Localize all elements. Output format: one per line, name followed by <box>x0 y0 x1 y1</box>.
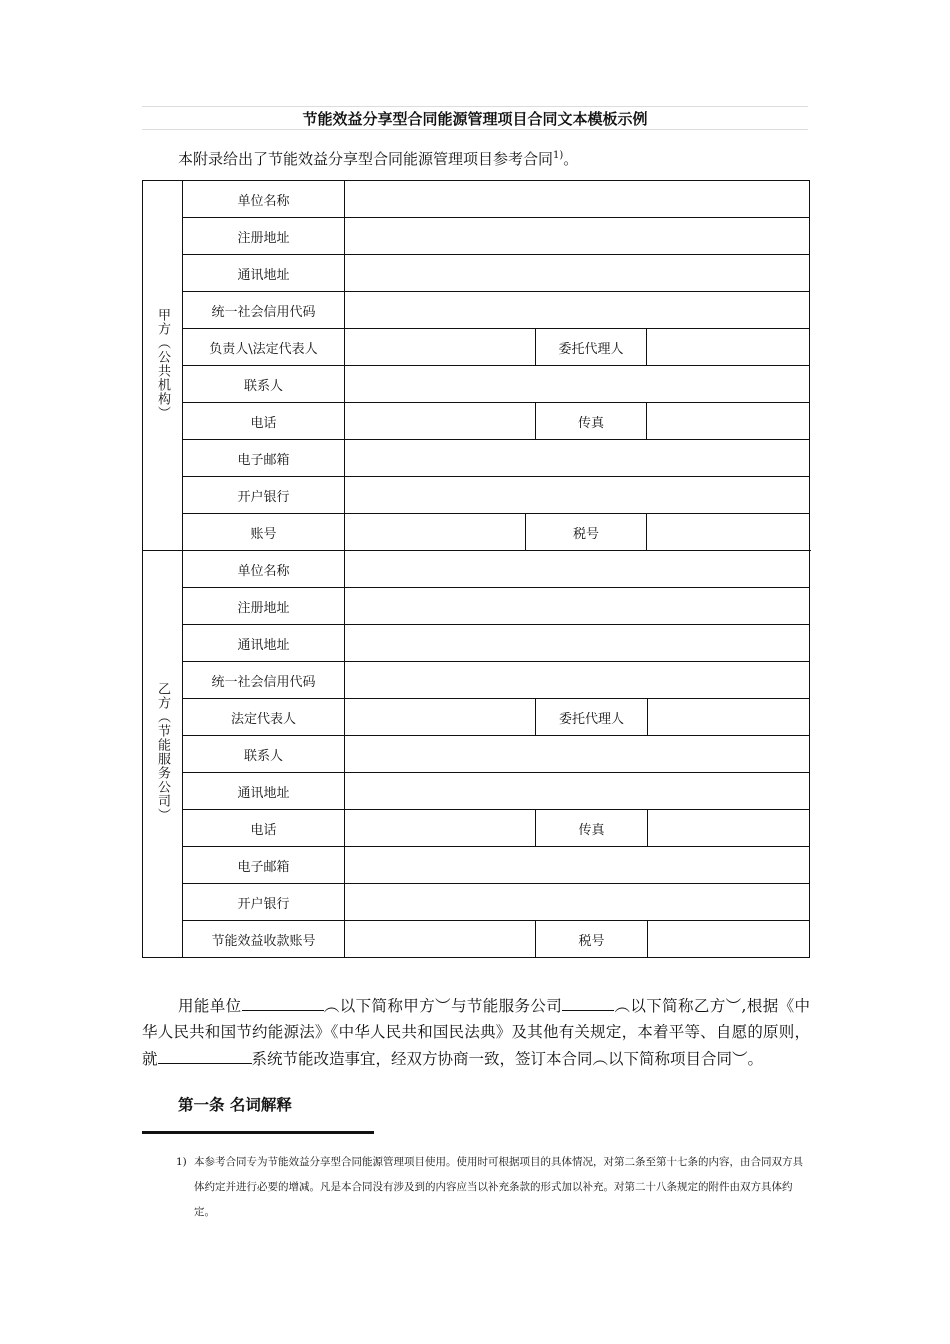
party-a-agent-field[interactable] <box>647 329 810 366</box>
party-a-tax-no-field[interactable] <box>647 514 810 551</box>
party-a-fax-label: 传真 <box>536 403 647 440</box>
intro-footnote-ref: 1) <box>553 150 564 161</box>
party-a-tax-no-label: 税号 <box>526 514 647 551</box>
party-a-agent-label: 委托代理人 <box>536 329 647 366</box>
system-blank[interactable] <box>158 1045 252 1064</box>
contract-preamble <box>142 992 810 1072</box>
party-b-reg-address-label: 注册地址 <box>183 588 345 625</box>
intro-sentence <box>178 144 578 171</box>
party-a-bank-field[interactable] <box>345 477 810 514</box>
party-b-fax-label: 传真 <box>536 810 648 847</box>
party-a-phone-label: 电话 <box>183 403 345 440</box>
document-title: 节能效益分享型合同能源管理项目合同文本模板示例 <box>142 106 808 130</box>
party-a-bank-label: 开户银行 <box>183 477 345 514</box>
party-b-unit-name-label: 单位名称 <box>183 551 345 588</box>
party-b-agent-field[interactable] <box>648 699 810 736</box>
party-a-credit-code-field[interactable] <box>345 292 810 329</box>
service-company-blank[interactable] <box>562 992 614 1011</box>
user-unit-blank[interactable] <box>242 992 324 1011</box>
party-b-credit-code-label: 统一社会信用代码 <box>183 662 345 699</box>
party-a-unit-name-field[interactable] <box>345 181 810 218</box>
party-a-email-label: 电子邮箱 <box>183 440 345 477</box>
party-a-reg-address-field[interactable] <box>345 218 810 255</box>
party-a-account-field[interactable] <box>345 514 526 551</box>
party-a-contact-label: 联系人 <box>183 366 345 403</box>
party-b-bank-label: 开户银行 <box>183 884 345 921</box>
party-b-credit-code-field[interactable] <box>345 662 810 699</box>
party-b-legal-rep-field[interactable] <box>345 699 536 736</box>
party-b-legal-rep-label: 法定代表人 <box>183 699 345 736</box>
party-b-unit-name-field[interactable] <box>345 551 810 588</box>
party-b-mail-address-label: 通讯地址 <box>183 625 345 662</box>
party-b-bank-field[interactable] <box>345 884 810 921</box>
party-b-mail-address2-field[interactable] <box>345 773 810 810</box>
party-a-credit-code-label: 统一社会信用代码 <box>183 292 345 329</box>
party-a-mail-address-label: 通讯地址 <box>183 255 345 292</box>
preamble-part-4: 系统节能改造事宜，经双方协商一致，签订本合同︵以下简称项目合同︶。 <box>251 1050 764 1068</box>
party-a-email-field[interactable] <box>345 440 810 477</box>
party-b-fax-field[interactable] <box>648 810 810 847</box>
party-b-mail-address2-label: 通讯地址 <box>183 773 345 810</box>
party-a-unit-name-label: 单位名称 <box>183 181 345 218</box>
footnote <box>176 1150 806 1225</box>
party-a-side-label: 甲方（公共机构） <box>143 181 183 551</box>
party-a-account-label: 账号 <box>183 514 345 551</box>
party-a-mail-address-field[interactable] <box>345 255 810 292</box>
party-a-fax-field[interactable] <box>647 403 810 440</box>
party-a-phone-field[interactable] <box>345 403 536 440</box>
preamble-part-3: ︵以下简称乙方︶,根据《中华人民共和国节约能源法》《中华人民共和国民法典》及其他有关规定，本着平等、自愿的原则，就 <box>142 997 810 1068</box>
party-a-legal-rep-label: 负责人\法定代表人 <box>183 329 345 366</box>
preamble-part-1: 用能单位 <box>178 997 242 1015</box>
party-b-account-field[interactable] <box>345 921 536 958</box>
intro-text: 本附录给出了节能效益分享型合同能源管理项目参考合同 <box>178 150 554 168</box>
party-b-agent-label: 委托代理人 <box>536 699 648 736</box>
article-1-heading: 第一条 名词解释 <box>178 1096 292 1114</box>
party-a-table <box>142 180 810 551</box>
party-b-table <box>142 550 810 958</box>
party-b-tax-no-label: 税号 <box>536 921 648 958</box>
party-a-legal-rep-field[interactable] <box>345 329 536 366</box>
party-b-email-label: 电子邮箱 <box>183 847 345 884</box>
party-b-contact-field[interactable] <box>345 736 810 773</box>
party-a-reg-address-label: 注册地址 <box>183 218 345 255</box>
footnote-divider <box>142 1131 374 1134</box>
party-b-mail-address-field[interactable] <box>345 625 810 662</box>
party-b-side-label: 乙方（节能服务公司） <box>143 551 183 958</box>
footnote-text: 本参考合同专为节能效益分享型合同能源管理项目使用。使用时可根据项目的具体情况，对第二条至第十七条的内容，由合同双方具体约定并进行必要的增减。凡是本合同没有涉及到的内容应当以补充条款的形式加以补充。对第二十八条规定的附件由双方具体约定。 <box>194 1156 803 1218</box>
party-b-phone-field[interactable] <box>345 810 536 847</box>
party-b-account-label: 节能效益收款账号 <box>183 921 345 958</box>
intro-end: 。 <box>563 150 579 168</box>
party-b-email-field[interactable] <box>345 847 810 884</box>
party-b-phone-label: 电话 <box>183 810 345 847</box>
party-b-contact-label: 联系人 <box>183 736 345 773</box>
party-b-reg-address-field[interactable] <box>345 588 810 625</box>
party-a-contact-field[interactable] <box>345 366 810 403</box>
footnote-mark: 1) <box>176 1156 187 1168</box>
preamble-part-2: ︵以下简称甲方︶与节能服务公司 <box>323 997 563 1015</box>
party-b-tax-no-field[interactable] <box>648 921 810 958</box>
